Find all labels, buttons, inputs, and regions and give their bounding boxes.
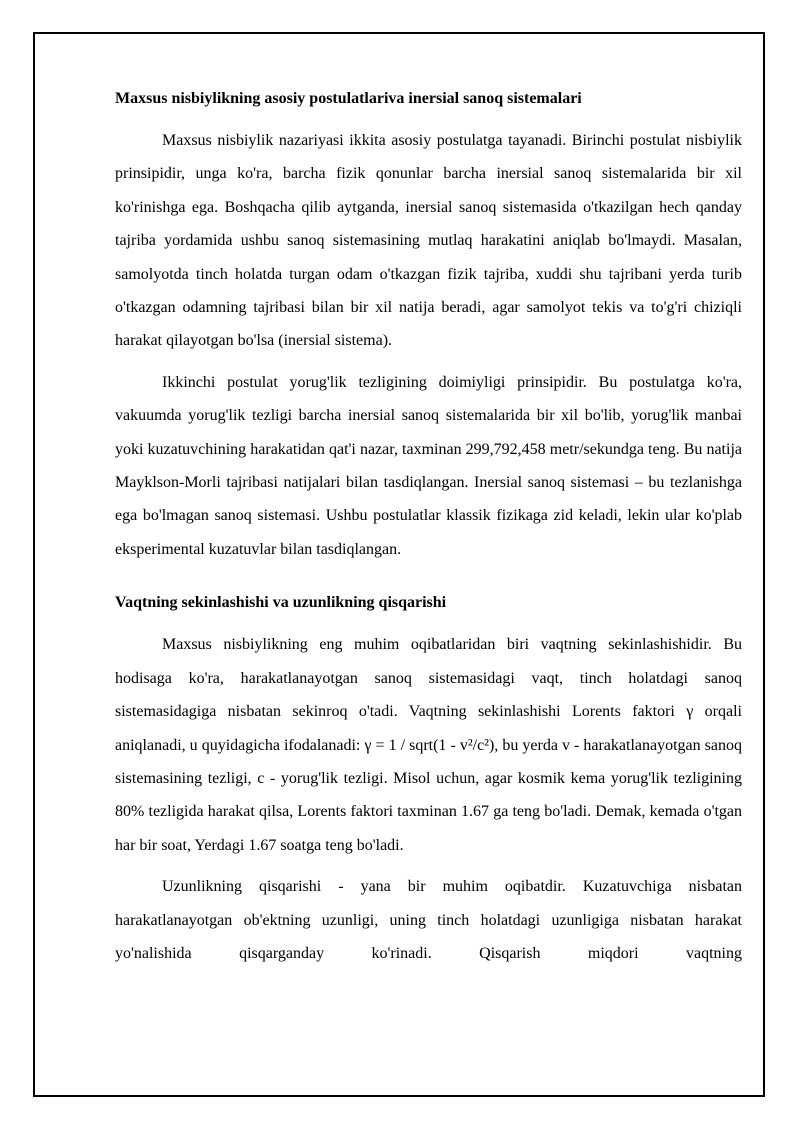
paragraph: Maxsus nisbiylikning eng muhim oqibatlaridan biri vaqtning sekinlashishidir. Bu hodisaga ko'ra, harakatlanayotgan sanoq sistemasidagi vaqt, tinch holatdagi sanoq sistemasidagiga nisbatan sekinroq o'tadi. Vaqtning sekinlashishi Lorents faktori γ orqali aniqlanadi, u quyidagicha ifodalanadi: γ = 1 / sqrt(1 - v²/c²), bu yerda v - harakatlanayotgan sanoq sistemasining tezligi, c - yorug'lik tezligi. Misol uchun, agar kosmik kema yorug'lik tezligining 80% tezligida harakat qilsa, Lorents faktori taxminan 1.67 ga teng bo'ladi. Demak, kemada o'tgan har bir soat, Yerdagi 1.67 soatga teng bo'ladi. [115, 636, 742, 854]
section-heading: Maxsus nisbiylikning asosiy postulatlariva inersial sanoq sistemalari [115, 90, 582, 107]
paragraph: Maxsus nisbiylik nazariyasi ikkita asosiy postulatga tayanadi. Birinchi postulat nisbiylik prinsipidir, unga ko'ra, barcha fizik qonunlar barcha inersial sanoq sistemalarida bir xil ko'rinishga ega. Boshqacha qilib aytganda, inersial sanoq sistemasida o'tkazilgan hech qanday tajriba yordamida ushbu sanoq sistemasining mutlaq harakatini aniqlab bo'lmaydi. Masalan, samolyotda tinch holatda turgan odam o'tkazgan fizik tajriba, xuddi shu tajribani yerda turib o'tkazgan odamning tajribasi bilan bir xil natija beradi, agar samolyot tekis va to'g'ri chiziqli harakat qilayotgan bo'lsa (inersial sistema). [115, 132, 742, 350]
document-body [115, 88, 742, 970]
section-heading: Vaqtning sekinlashishi va uzunlikning qisqarishi [115, 594, 447, 612]
paragraph: Uzunlikning qisqarishi - yana bir muhim oqibatdir. Kuzatuvchiga nisbatan harakatlanayotgan ob'ektning uzunligi, uning tinch holatdagi uzunligiga nisbatan harakat yo'nalishida qisqarganday ko'rinadi. Qisqarish miqdori vaqtning [115, 878, 742, 962]
paragraph: Ikkinchi postulat yorug'lik tezligining doimiyligi prinsipidir. Bu postulatga ko'ra, vakuumda yorug'lik tezligi barcha inersial sanoq sistemalarida bir xil bo'lib, yorug'lik manbai yoki kuzatuvchining harakatidan qat'i nazar, taxminan 299,792,458 metr/sekundga teng. Bu natija Mayklson-Morli tajribasi natijalari bilan tasdiqlangan. Inersial sanoq sistemasi – bu tezlanishga ega bo'lmagan sanoq sistemasi. Ushbu postulatlar klassik fizikaga zid keladi, lekin ular ko'plab eksperimental kuzatuvlar bilan tasdiqlangan. [115, 373, 742, 558]
